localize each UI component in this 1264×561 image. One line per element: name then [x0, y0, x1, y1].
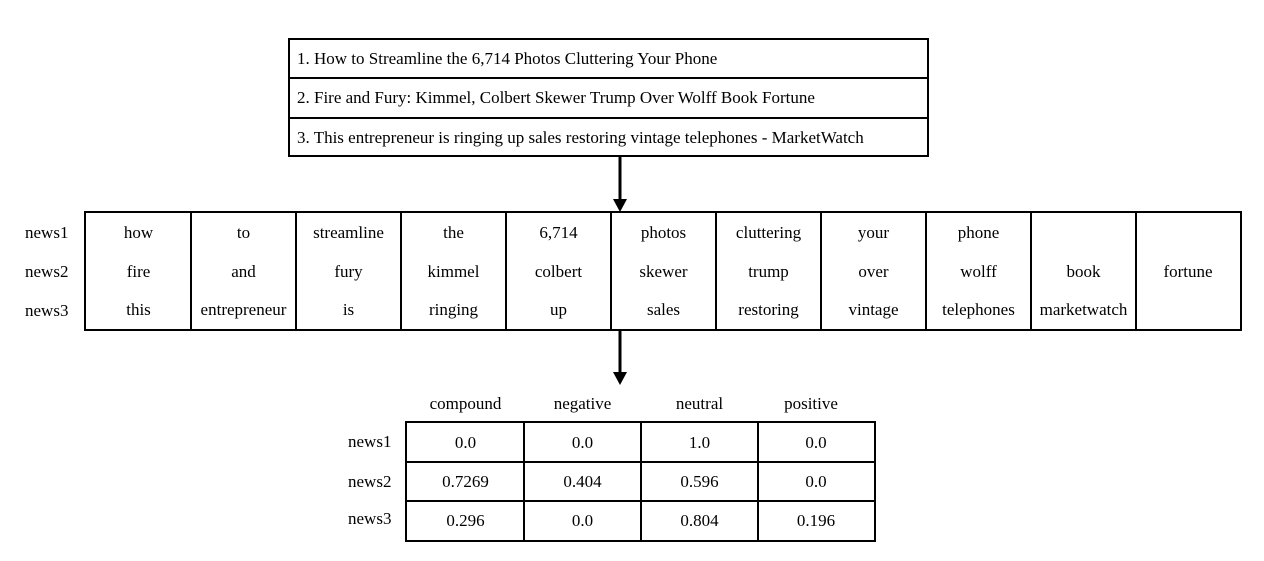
token-cell	[1031, 213, 1136, 252]
score-cell: 0.596	[680, 471, 719, 491]
headline-2: 2. Fire and Fury: Kimmel, Colbert Skewer Trump Over Wolff Book Fortune	[290, 79, 927, 119]
score-row-label: news2	[348, 472, 392, 491]
score-cell: 0.0	[805, 471, 827, 491]
token-cell: to	[236, 222, 251, 242]
token-cell	[1136, 291, 1240, 329]
token-table	[84, 211, 1242, 331]
score-col-header: positive	[784, 394, 838, 413]
token-cell: skewer	[639, 261, 688, 281]
token-cell: how	[123, 222, 154, 242]
token-cell: restoring	[738, 300, 799, 319]
token-cell: trump	[748, 261, 789, 281]
token-cell: your	[857, 222, 890, 242]
token-cell: vintage	[848, 300, 899, 319]
token-cell: is	[342, 300, 355, 319]
score-row-label: news3	[348, 509, 392, 528]
token-cell: entrepreneur	[200, 300, 287, 319]
token-cell: this	[126, 300, 151, 319]
score-cell: 0.404	[563, 471, 602, 491]
score-cell: 0.296	[446, 510, 485, 530]
arrow-head-2	[613, 372, 627, 385]
headline-3: 3. This entrepreneur is ringing up sales restoring vintage telephones - MarketWatch	[297, 128, 864, 147]
token-cell: and	[231, 261, 256, 281]
score-col-header: neutral	[675, 394, 724, 413]
sentiment-table	[405, 421, 876, 542]
token-row-label: news1	[25, 222, 69, 242]
token-row-label: news2	[25, 261, 69, 281]
score-col-header: negative	[553, 394, 612, 413]
token-cell: kimmel	[427, 261, 480, 281]
token-cell: cluttering	[735, 222, 802, 242]
token-cell: the	[443, 222, 464, 242]
token-cell: up	[550, 300, 567, 319]
token-row-label: news3	[25, 301, 69, 320]
score-cell: 0.0	[571, 510, 594, 530]
score-cell: 0.0	[805, 432, 827, 452]
token-cell: fury	[334, 261, 363, 281]
token-cell: wolff	[960, 261, 997, 281]
token-cell: colbert	[534, 261, 583, 281]
token-cell: streamline	[313, 222, 384, 242]
score-col-header: compound	[429, 394, 502, 413]
token-cell: sales	[646, 300, 681, 319]
token-cell: ringing	[428, 300, 479, 319]
score-row-label: news1	[348, 432, 392, 451]
token-cell: phone	[957, 222, 1000, 242]
score-cell: 1.0	[688, 432, 711, 452]
token-cell: telephones	[942, 300, 1015, 319]
token-cell	[1136, 213, 1240, 252]
token-cell: book	[1066, 261, 1101, 281]
score-cell: 0.7269	[442, 471, 489, 491]
token-cell: over	[858, 261, 889, 281]
score-cell: 0.804	[680, 510, 719, 530]
score-cell: 0.0	[454, 432, 477, 452]
score-cell: 0.0	[571, 432, 594, 452]
token-cell: marketwatch	[1039, 300, 1128, 319]
headline-1: 1. How to Streamline the 6,714 Photos Cluttering Your Phone	[290, 40, 927, 79]
token-cell: fire	[126, 261, 151, 281]
token-cell: photos	[640, 222, 687, 242]
token-cell: fortune	[1163, 261, 1213, 281]
score-cell: 0.196	[796, 510, 836, 530]
token-cell: 6,714	[539, 222, 578, 242]
